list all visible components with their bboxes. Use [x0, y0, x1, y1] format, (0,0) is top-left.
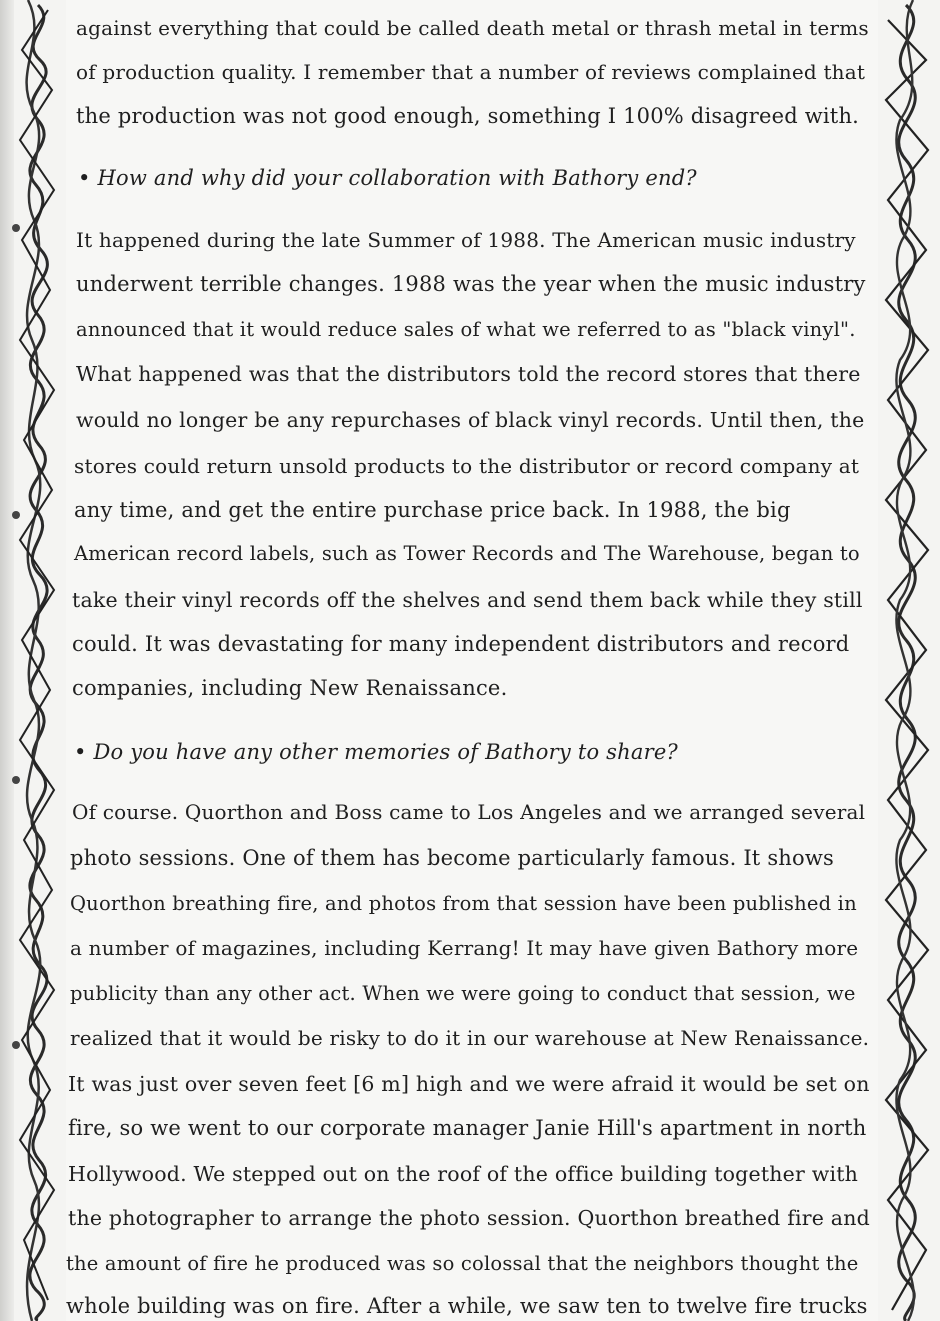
text-line: It was just over seven feet [6 m] high and we were afraid it would be set on — [68, 1072, 870, 1096]
text-line: stores could return unsold products to the distributor or record company at — [74, 454, 860, 478]
text-line: Of course. Quorthon and Boss came to Los Angeles and we arranged several — [72, 800, 866, 824]
text-line: photo sessions. One of them has become particularly famous. It shows — [70, 846, 835, 870]
text-line: would no longer be any repurchases of black vinyl records. Until then, the — [76, 408, 865, 432]
text-line: Hollywood. We stepped out on the roof of the office building together with — [68, 1162, 859, 1186]
text-line: Quorthon breathing fire, and photos from that session have been published in — [70, 892, 857, 915]
text-line: against everything that could be called death metal or thrash metal in terms — [76, 16, 869, 40]
text-line: What happened was that the distributors told the record stores that there — [76, 362, 861, 386]
left-scribble-border — [8, 0, 66, 1321]
text-line: the amount of fire he produced was so colossal that the neighbors thought the — [66, 1252, 859, 1275]
text-line: underwent terrible changes. 1988 was the year when the music industry — [76, 272, 866, 296]
text-line: American record labels, such as Tower Records and The Warehouse, began to — [74, 542, 860, 565]
text-line: companies, including New Renaissance. — [72, 676, 508, 700]
text-line: announced that it would reduce sales of what we referred to as "black vinyl". — [76, 318, 856, 341]
right-scribble-border — [878, 0, 936, 1321]
text-line: It happened during the late Summer of 1988. The American music industry — [76, 228, 856, 252]
text-line: could. It was devastating for many independent distributors and record — [72, 632, 850, 656]
text-line: of production quality. I remember that a number of reviews complained that — [76, 60, 866, 84]
text-line: the production was not good enough, something I 100% disagreed with. — [76, 104, 860, 128]
text-line: publicity than any other act. When we were going to conduct that session, we — [70, 982, 856, 1005]
text-line: the photographer to arrange the photo session. Quorthon breathed fire and — [68, 1206, 870, 1230]
text-line: realized that it would be risky to do it in our warehouse at New Renaissance. — [70, 1026, 870, 1050]
text-line: take their vinyl records off the shelves and send them back while they still — [72, 588, 863, 612]
text-line: fire, so we went to our corporate manager Janie Hill's apartment in north — [68, 1116, 867, 1140]
text-line: any time, and get the entire purchase price back. In 1988, the big — [74, 498, 791, 522]
text-line: whole building was on fire. After a while, we saw ten to twelve fire trucks — [66, 1294, 868, 1318]
interview-question: • Do you have any other memories of Bathory to share? — [74, 740, 678, 764]
interview-question: • How and why did your collaboration with Bathory end? — [78, 166, 697, 190]
text-line: a number of magazines, including Kerrang! It may have given Bathory more — [70, 936, 859, 960]
